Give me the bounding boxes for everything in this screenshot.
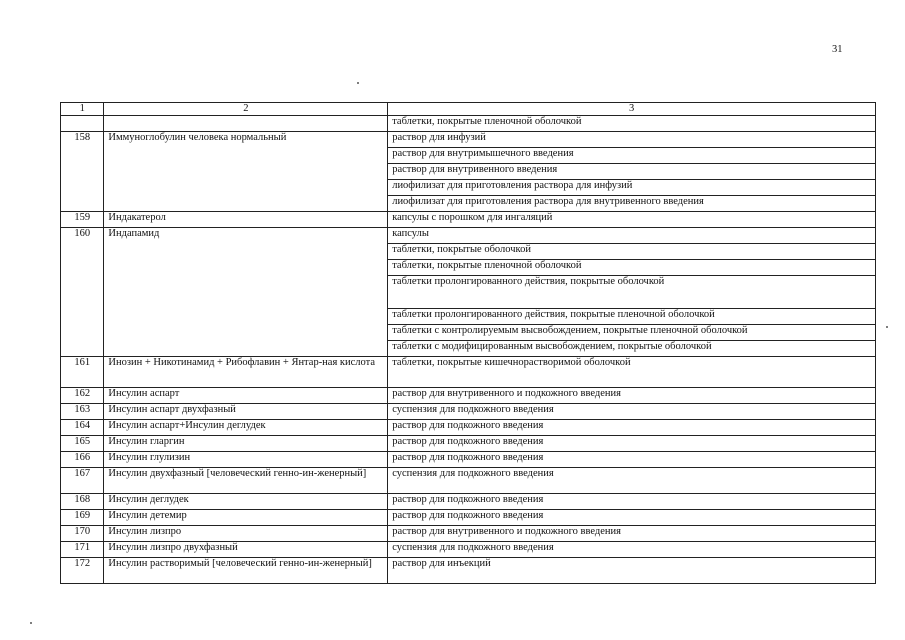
row-number-cell: [61, 148, 104, 164]
drug-name-cell: Инсулин лизпро двухфазный: [104, 542, 388, 558]
row-number-cell: 170: [61, 526, 104, 542]
drug-name-cell: Индапамид: [104, 228, 388, 244]
dosage-form-cell: капсулы с порошком для ингаляций: [388, 212, 876, 228]
dosage-form-cell: раствор для инъекций: [388, 558, 876, 584]
row-number-cell: 159: [61, 212, 104, 228]
drug-table: [60, 102, 876, 584]
drug-name-cell: [104, 244, 388, 260]
table-header-row: [61, 103, 876, 116]
table-row: [61, 164, 876, 180]
drug-name-cell: Индакатерол: [104, 212, 388, 228]
dosage-form-cell: раствор для внутримышечного введения: [388, 148, 876, 164]
row-number-cell: [61, 341, 104, 357]
drug-name-cell: [104, 196, 388, 212]
row-number-cell: 167: [61, 468, 104, 494]
table-row: [61, 228, 876, 244]
table-row: [61, 116, 876, 132]
row-number-cell: [61, 180, 104, 196]
drug-name-cell: Инсулин гларгин: [104, 436, 388, 452]
dosage-form-cell: суспензия для подкожного введения: [388, 404, 876, 420]
row-number-cell: [61, 260, 104, 276]
drug-name-cell: Иммуноглобулин человека нормальный: [104, 132, 388, 148]
dosage-form-cell: таблетки, покрытые пленочной оболочкой: [388, 116, 876, 132]
row-number-cell: 168: [61, 494, 104, 510]
dosage-form-cell: таблетки, покрытые пленочной оболочкой: [388, 260, 876, 276]
drug-name-cell: Инсулин лизпро: [104, 526, 388, 542]
table-row: [61, 148, 876, 164]
table-row: [61, 494, 876, 510]
drug-name-cell: Инсулин аспарт+Инсулин деглудек: [104, 420, 388, 436]
row-number-cell: [61, 244, 104, 260]
column-header-3: 3: [388, 103, 876, 116]
dosage-form-cell: раствор для внутривенного и подкожного введения: [388, 388, 876, 404]
row-number-cell: [61, 325, 104, 341]
row-number-cell: 162: [61, 388, 104, 404]
row-number-cell: [61, 276, 104, 309]
dosage-form-cell: раствор для подкожного введения: [388, 452, 876, 468]
table-row: [61, 260, 876, 276]
drug-name-cell: [104, 260, 388, 276]
dosage-form-cell: лиофилизат для приготовления раствора для внутривенного введения: [388, 196, 876, 212]
table-row: [61, 558, 876, 584]
dosage-form-cell: таблетки с контролируемым высвобождением, покрытые пленочной оболочкой: [388, 325, 876, 341]
row-number-cell: 169: [61, 510, 104, 526]
dosage-form-cell: раствор для внутривенного введения: [388, 164, 876, 180]
column-header-1: 1: [61, 103, 104, 116]
row-number-cell: 166: [61, 452, 104, 468]
drug-name-cell: Инсулин растворимый [человеческий генно-ин-женерный]: [104, 558, 388, 584]
drug-name-cell: Инсулин аспарт двухфазный: [104, 404, 388, 420]
dosage-form-cell: раствор для инфузий: [388, 132, 876, 148]
row-number-cell: [61, 116, 104, 132]
drug-name-cell: [104, 116, 388, 132]
row-number-cell: 161: [61, 357, 104, 388]
dosage-form-cell: таблетки с модифицированным высвобождением, покрытые оболочкой: [388, 341, 876, 357]
table-row: [61, 542, 876, 558]
dosage-form-cell: таблетки, покрытые оболочкой: [388, 244, 876, 260]
table-row: [61, 196, 876, 212]
table-row: [61, 388, 876, 404]
row-number-cell: 172: [61, 558, 104, 584]
drug-name-cell: [104, 164, 388, 180]
row-number-cell: [61, 164, 104, 180]
drug-name-cell: [104, 341, 388, 357]
drug-name-cell: [104, 148, 388, 164]
table-row: [61, 404, 876, 420]
row-number-cell: 164: [61, 420, 104, 436]
drug-name-cell: Инсулин детемир: [104, 510, 388, 526]
dosage-form-cell: суспензия для подкожного введения: [388, 542, 876, 558]
table-row: [61, 510, 876, 526]
dosage-form-cell: раствор для внутривенного и подкожного введения: [388, 526, 876, 542]
drug-name-cell: [104, 276, 388, 309]
scan-speck: [357, 82, 359, 84]
row-number-cell: 163: [61, 404, 104, 420]
row-number-cell: [61, 309, 104, 325]
table-body: [61, 116, 876, 584]
drug-name-cell: [104, 325, 388, 341]
table-row: [61, 357, 876, 388]
row-number-cell: 165: [61, 436, 104, 452]
table-row: [61, 436, 876, 452]
dosage-form-cell: раствор для подкожного введения: [388, 494, 876, 510]
row-number-cell: 160: [61, 228, 104, 244]
drug-name-cell: Инсулин глулизин: [104, 452, 388, 468]
table-row: [61, 212, 876, 228]
drug-name-cell: Инсулин двухфазный [человеческий генно-ин-женерный]: [104, 468, 388, 494]
row-number-cell: 158: [61, 132, 104, 148]
dosage-form-cell: лиофилизат для приготовления раствора для инфузий: [388, 180, 876, 196]
table-row: [61, 132, 876, 148]
table-row: [61, 420, 876, 436]
scan-speck: [886, 326, 888, 328]
table-row: [61, 325, 876, 341]
drug-name-cell: Инсулин деглудек: [104, 494, 388, 510]
drug-name-cell: Инсулин аспарт: [104, 388, 388, 404]
dosage-form-cell: таблетки пролонгированного действия, покрытые пленочной оболочкой: [388, 309, 876, 325]
table-row: [61, 341, 876, 357]
row-number-cell: [61, 196, 104, 212]
dosage-form-cell: суспензия для подкожного введения: [388, 468, 876, 494]
drug-name-cell: [104, 309, 388, 325]
table-row: [61, 468, 876, 494]
dosage-form-cell: раствор для подкожного введения: [388, 436, 876, 452]
table-row: [61, 180, 876, 196]
dosage-form-cell: раствор для подкожного введения: [388, 510, 876, 526]
drug-name-cell: Инозин + Никотинамид + Рибофлавин + Янтар-ная кислота: [104, 357, 388, 388]
page-number: 31: [832, 44, 843, 55]
dosage-form-cell: раствор для подкожного введения: [388, 420, 876, 436]
table-row: [61, 244, 876, 260]
row-number-cell: 171: [61, 542, 104, 558]
table-row: [61, 309, 876, 325]
dosage-form-cell: таблетки пролонгированного действия, покрытые оболочкой: [388, 276, 876, 309]
dosage-form-cell: капсулы: [388, 228, 876, 244]
scan-speck: [30, 622, 32, 624]
drug-name-cell: [104, 180, 388, 196]
dosage-form-cell: таблетки, покрытые кишечнорастворимой оболочкой: [388, 357, 876, 388]
table-row: [61, 276, 876, 309]
table-row: [61, 452, 876, 468]
table-row: [61, 526, 876, 542]
column-header-2: 2: [104, 103, 388, 116]
